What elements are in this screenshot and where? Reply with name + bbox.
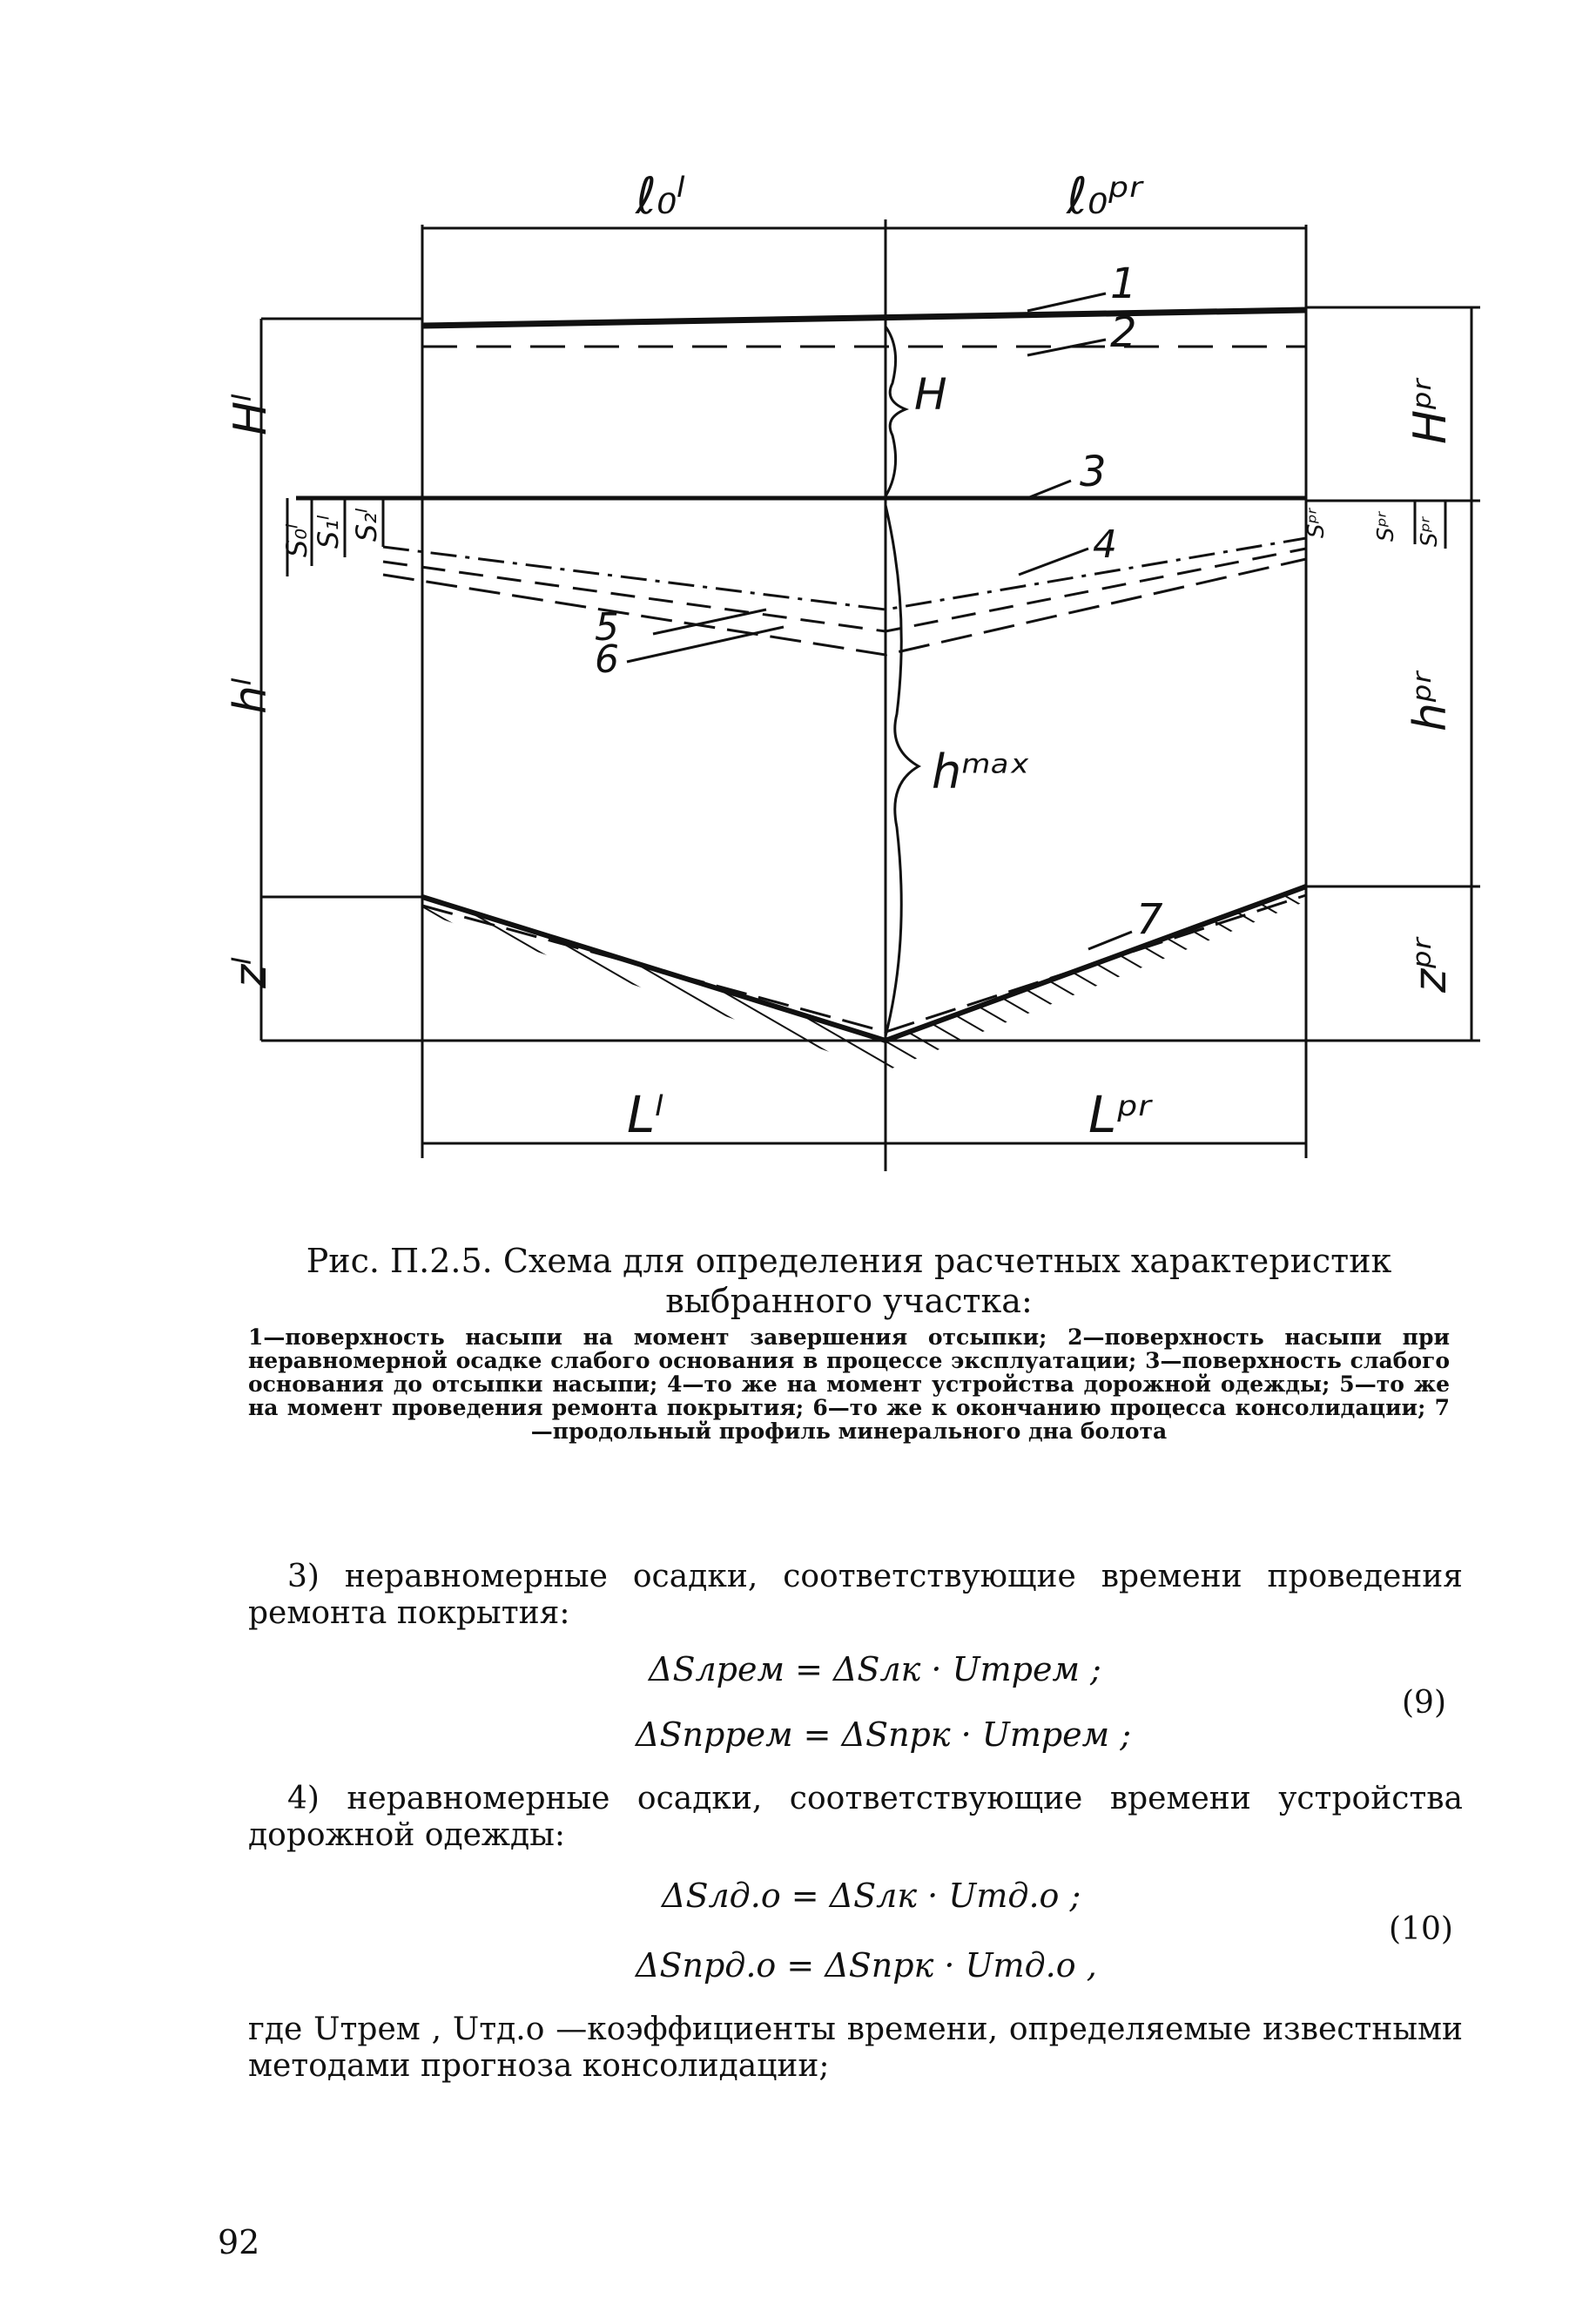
curve-7-mineral-profile bbox=[422, 886, 1306, 1041]
figure-caption-legend: 1—поверхность насыпи на момент завершения отсыпки; 2—поверхность насыпи при неравномерной осадке слабого основания в процессе эксплуатации; 3—поверхность слабого основания до отсыпки насыпи; 4—то же на момент устройства дорожной одежды; 5—то же на момент проведения ремонта покрытия; 6—то же к окончанию процесса консолидации; 7—продольный профиль минерального дна болота bbox=[248, 1324, 1450, 1444]
label-z-left: zˡ bbox=[225, 957, 277, 988]
label-z-right: zᵖʳ bbox=[1404, 937, 1457, 993]
curve-label-6: 6 bbox=[595, 637, 619, 682]
paragraph-3-text: 3) неравномерные осадки, соответствующие времени проведения ремонта покрытия: bbox=[248, 1559, 1463, 1631]
curve-label-7: 7 bbox=[1136, 895, 1163, 944]
paragraph-5-text: где Uтрем , Uтд.о —коэффициенты времени, определяемые известными методами прогноза консолидации; bbox=[248, 2012, 1463, 2084]
label-H-right: Hᵖʳ bbox=[1404, 379, 1457, 444]
formula-9b: ΔSпррем = ΔSпрк · Uтрем ; bbox=[636, 1715, 1132, 1754]
curve-label-5: 5 bbox=[595, 605, 619, 650]
hatched-mineral-bottom bbox=[422, 886, 1306, 1071]
equation-number-10: (10) bbox=[1389, 1911, 1453, 1947]
formula-10b: ΔSпрд.о = ΔSпрк · Uтд.о , bbox=[636, 1946, 1097, 1985]
brace-H bbox=[886, 327, 906, 496]
leader-lines bbox=[627, 293, 1132, 949]
curve-7-dashed-profile bbox=[422, 895, 1306, 1032]
curve-4-pavement-time bbox=[383, 538, 1306, 610]
paragraph-4 bbox=[248, 1781, 1463, 1854]
curve-6-consolidation-end bbox=[383, 559, 1306, 655]
label-hmax-center: hᵐᵃˣ bbox=[932, 745, 1030, 799]
curve-label-3: 3 bbox=[1080, 448, 1107, 496]
equation-number-9: (9) bbox=[1402, 1685, 1446, 1721]
formula-9a: ΔSлрем = ΔSлк · Uтрем ; bbox=[649, 1650, 1101, 1688]
label-H-center: H bbox=[914, 369, 947, 420]
label-s2-right: Sᵖʳ bbox=[1417, 516, 1443, 547]
curve-label-4: 4 bbox=[1093, 522, 1117, 567]
label-l0-right: ℓ₀ᵖʳ bbox=[1067, 166, 1143, 226]
label-h-right: hᵖʳ bbox=[1404, 671, 1457, 731]
figure-caption-title: Рис. П.2.5. Схема для определения расчетных характеристик выбранного участка: bbox=[306, 1242, 1392, 1320]
label-s0-right: Sᵖʳ bbox=[1303, 508, 1330, 538]
paragraph-4-text: 4) неравномерные осадки, соответствующие времени устройства дорожной одежды: bbox=[248, 1781, 1463, 1853]
label-h-left: hˡ bbox=[225, 677, 277, 714]
label-l0-left: ℓ₀ˡ bbox=[636, 166, 685, 226]
formula-10a: ΔSлд.о = ΔSлк · Uтд.о ; bbox=[662, 1877, 1081, 1915]
label-s1-left: S₁ˡ bbox=[312, 515, 345, 549]
paragraph-3 bbox=[248, 1559, 1463, 1632]
brace-hmax bbox=[886, 505, 919, 1036]
curve-1-fill-surface bbox=[422, 310, 1306, 326]
label-s2-left: S₂ˡ bbox=[350, 508, 383, 542]
curve-label-1: 1 bbox=[1110, 259, 1137, 308]
page-number: 92 bbox=[218, 2223, 260, 2261]
label-L-right: Lᵖʳ bbox=[1088, 1085, 1152, 1144]
label-H-left: Hˡ bbox=[225, 394, 277, 435]
label-s0-left: S₀ˡ bbox=[280, 523, 313, 557]
label-L-left: Lˡ bbox=[627, 1085, 663, 1144]
curve-label-2: 2 bbox=[1110, 308, 1137, 357]
paragraph-5 bbox=[248, 2012, 1463, 2085]
label-s1-right: Sᵖʳ bbox=[1373, 511, 1399, 542]
